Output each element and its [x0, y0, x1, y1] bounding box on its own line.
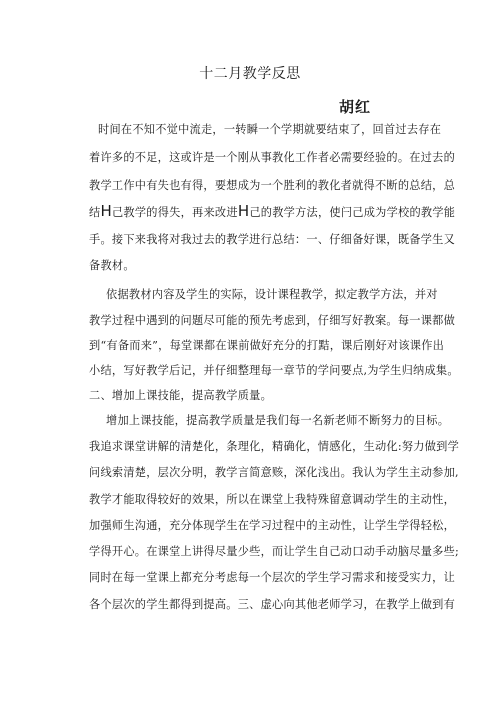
body-line: 备教材。: [89, 259, 135, 272]
body-line: 到“有备而来”，每堂课都在课前做好充分的打黠，课后刚好对该课作出: [89, 339, 445, 352]
line-segment: 己的教学方法，使闩己成为学校的教学能: [249, 206, 456, 219]
line-segment: H: [100, 202, 112, 220]
line-segment: 结: [89, 206, 101, 219]
body-line: 我追求课堂讲解的清楚化，条理化，精确化，情感化，生动化:努力做到学: [89, 440, 460, 453]
body-line: 小结，写好教学后记，并仔细整理每一章节的学问要点,为学生归纳成集。: [89, 364, 459, 377]
document-title: 十二月教学反思: [199, 66, 301, 82]
body-line: 各个层次的学生都得到提高。三、虚心向其他老师学习，在教学上做到有: [89, 598, 456, 611]
body-line: 教学过程中遇到的问题尽可能的预先考虑到，仔细写好教案。每一课都做: [89, 314, 456, 327]
body-line: 问线索清楚，层次分明，教学言简意赅，深化浅出。我认为学生主动参加,: [89, 466, 459, 479]
line-segment: H: [237, 202, 250, 220]
author-name: 胡红: [339, 98, 372, 116]
body-line: 手。接下来我将对我过去的教学进行总结：一、仔细备好课，既备学生又: [89, 233, 456, 246]
body-line: 教学才能取得较好的效果，所以在课堂上我特殊留意调动学生的主动性，: [89, 493, 456, 506]
body-line: 教学工作中有失也有得，要想成为一个胜利的教化者就得不断的总结，总: [89, 179, 456, 192]
body-line: 同时在每一堂课上都充分考虑每一个层次的学生学习需求和接受实力，让: [89, 571, 456, 584]
body-line: 依据教材内容及学生的实际，设计课程教学，拟定教学方法，并对: [106, 288, 438, 301]
body-line: 着许多的不足，这或许是一个刚从事教化工作者必需要经验的。在过去的: [89, 151, 456, 164]
body-line: [89, 204, 455, 220]
body-line: 学得开心。在课堂上讲得尽量少些，而让学生自己动口动手动脑尽量多些;: [89, 545, 460, 558]
body-line: 加强师生沟通，充分体现学生在学习过程中的主动性，让学生学得轻松，: [89, 519, 456, 532]
section-heading: 二、增加上课技能，提高教学质量。: [89, 389, 273, 402]
body-line: 增加上课技能，提高教学质量是我们每一名新老师不断努力的目标。: [106, 414, 450, 427]
body-line: 时间在不知不觉中流走，一转瞬一个学期就要结束了，回首过去存在: [98, 123, 442, 136]
line-segment: 己教学的得失，再来改进: [111, 206, 238, 219]
